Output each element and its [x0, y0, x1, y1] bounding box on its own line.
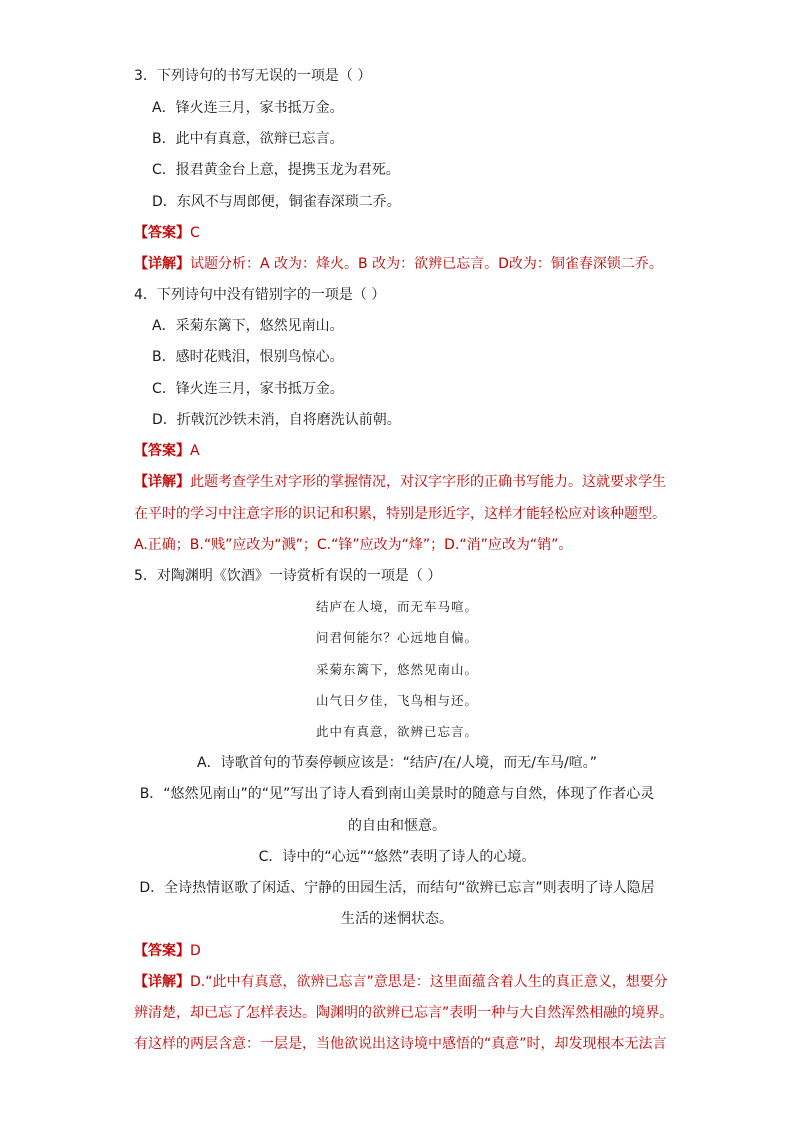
question-5-detail-line-2: 辨清楚，却已忘了怎样表达。陶渊明的欲辨已忘言”表明一种与大自然浑然相融的境界。 — [134, 1005, 674, 1021]
question-4-answer — [134, 441, 200, 461]
detail-label: 【详解】 — [134, 474, 190, 490]
question-5-option-d-cont: 生活的迷惘状态。 — [341, 911, 453, 927]
question-4-stem: 4．下列诗句中没有错别字的一项是（ ） — [134, 287, 386, 303]
poem-line-1: 结庐在人境，而无车马喧。 — [315, 599, 478, 614]
question-4-detail-line-2: 在平时的学习中注意字形的识记和积累，特别是形近字，这样才能轻松应对该种题型。 — [134, 506, 666, 522]
question-5-option-a: A．诗歌首句的节奏停顿应该是：“结庐/在/人境，而无/车马/喧。” — [197, 755, 597, 771]
poem-line-5: 此中有真意，欲辨已忘言。 — [315, 724, 478, 739]
answer-label: 【答案】 — [134, 225, 190, 241]
question-3-option-b: B．此中有真意，欲辩已忘言。 — [152, 131, 344, 147]
question-3-detail — [134, 254, 663, 274]
question-4-option-c: C．锋火连三月，家书抵万金。 — [152, 381, 344, 397]
question-5-detail-line-3: 有这样的两层含意：一层是，当他欲说出这诗境中感悟的“真意”时，却发现根本无法言 — [134, 1036, 667, 1052]
question-5-stem: 5．对陶渊明《饮酒》一诗赏析有误的一项是（ ） — [134, 568, 442, 584]
answer-value: A — [190, 443, 200, 459]
question-3-stem: 3．下列诗句的书写无误的一项是（ ） — [134, 68, 372, 84]
poem-line-4: 山气日夕佳，飞鸟相与还。 — [315, 693, 478, 708]
question-4-option-d: D．折戟沉沙铁未消，自将磨洗认前朝。 — [152, 412, 401, 428]
question-4-option-a: A．采菊东篱下，悠然见南山。 — [152, 318, 344, 334]
question-4-detail-line-3: A.正确；B.“贱”应改为“溅”；C.“锋”应改为“烽”；D.“消”应改为“销”。 — [134, 537, 573, 553]
answer-label: 【答案】 — [134, 443, 190, 459]
question-3-option-d: D．东风不与周郎便，铜雀春深琐二乔。 — [152, 194, 401, 210]
question-3-option-a: A．锋火连三月，家书抵万金。 — [152, 100, 344, 116]
question-5-option-d: D．全诗热情讴歌了闲适、宁静的田园生活，而结句“欲辨已忘言”则表明了诗人隐居 — [139, 880, 655, 896]
question-3-option-c: C．报君黄金台上意，提携玉龙为君死。 — [152, 162, 400, 178]
poem-line-3: 采菊东篱下，悠然见南山。 — [315, 662, 478, 677]
detail-label: 【详解】 — [134, 974, 190, 990]
answer-value: C — [190, 225, 200, 241]
question-4-option-b: B．感时花贱泪，恨别鸟惊心。 — [152, 349, 344, 365]
question-5-option-c: C．诗中的“心远”“悠然”表明了诗人的心境。 — [258, 849, 536, 865]
detail-text: 此题考查学生对字形的掌握情况，对汉字字形的正确书写能力。这就要求学生 — [190, 474, 666, 490]
question-5-answer — [134, 941, 201, 961]
question-3-answer — [134, 223, 200, 243]
detail-text: D.“此中有真意，欲辨已忘言”意思是：这里面蕴含着人生的真正意义，想要分 — [190, 974, 668, 990]
poem-line-2: 问君何能尔？心远地自偏。 — [315, 630, 478, 645]
detail-text: 试题分析：A 改为：烽火。B 改为：欲辨已忘言。D改为：铜雀春深锁二乔。 — [190, 256, 663, 272]
answer-label: 【答案】 — [134, 943, 190, 959]
question-4-detail — [134, 472, 666, 492]
question-5-detail — [134, 972, 668, 992]
question-5-option-b: B．“悠然见南山”的“见”写出了诗人看到南山美景时的随意与自然，体现了作者心灵 — [139, 786, 655, 802]
question-5-option-b-cont: 的自由和惬意。 — [348, 818, 446, 834]
detail-label: 【详解】 — [134, 256, 190, 272]
answer-value: D — [190, 943, 201, 959]
